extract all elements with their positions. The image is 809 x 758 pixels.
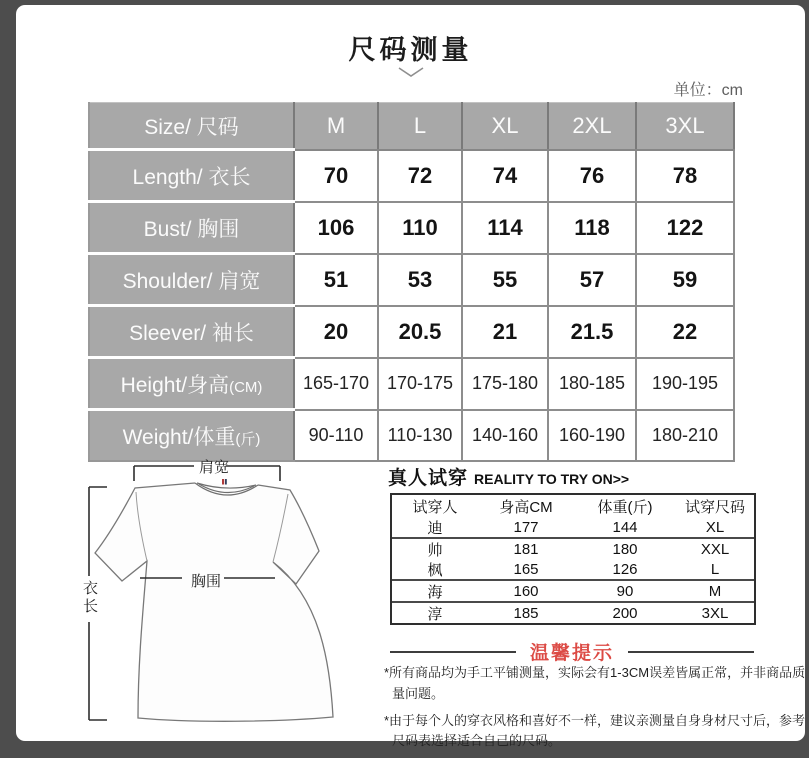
tryon-row: 枫 165 126 L [392,559,754,581]
cell: 57 [548,254,636,306]
size-col-2xl: 2XL [548,103,636,150]
warm-tips-heading [390,638,754,665]
warm-tips-title: 温馨提示 [530,643,615,664]
sleeve-row [89,306,734,358]
length-label: 衣长 [81,580,98,616]
cell: 190-195 [636,358,734,410]
col-person: 试穿人 [412,498,458,516]
size-col-xl: XL [462,103,548,150]
length-row [89,150,734,202]
cell: 55 [462,254,548,306]
tips-notes [384,663,809,758]
tryon-row: 迪 177 144 XL [392,517,754,539]
tshirt-diagram [68,450,368,735]
row-label-size: Size/ 尺码 [89,103,294,150]
cell: 20 [294,306,378,358]
col-height: 身高CM [499,498,553,516]
cell: 22 [636,306,734,358]
bust-row [89,202,734,254]
tryon-row: 淳 185 200 3XL [427,605,729,623]
cell: 180-210 [636,410,734,462]
tryon-title-cn: 真人试穿 [388,468,469,489]
collar-tag [222,479,224,485]
size-guide-panel [16,5,806,749]
cell: 70 [294,150,378,202]
shoulder-row [89,254,734,306]
divider-line [628,651,754,653]
cell: 21.5 [548,306,636,358]
cell: 180-185 [548,358,636,410]
page-title: 尺码测量 [348,35,473,65]
tryon-table [390,493,756,625]
col-weight: 体重(斤) [597,498,653,516]
cell: 122 [636,202,734,254]
cell: 90-110 [294,410,378,462]
shoulder-width-label: 肩宽 [198,459,229,476]
cell: 59 [636,254,734,306]
cell: 78 [636,150,734,202]
size-col-m: M [294,103,378,150]
cell: 175-180 [462,358,548,410]
cell: 110-130 [378,410,462,462]
cell: 21 [462,306,548,358]
note-1: *所有商品均为手工平铺测量，实际会有1-3CM误差皆属正常，并非商品质量问题。 [384,665,806,701]
tshirt-outline [95,483,333,721]
row-label-length: Length/ 衣长 [89,150,294,202]
row-label-height: Height/身高(CM) [89,358,294,410]
size-col-l: L [378,103,462,150]
tryon-header-row [392,495,754,517]
chevron-down-icon [397,66,425,78]
cell: 170-175 [378,358,462,410]
cell: 76 [548,150,636,202]
cell: 20.5 [378,306,462,358]
tryon-title-en: REALITY TO TRY ON>> [474,471,630,487]
size-col-3xl: 3XL [636,103,734,150]
row-label-bust: Bust/ 胸围 [89,202,294,254]
cell: 106 [294,202,378,254]
unit-note: 单位：cm [673,82,743,99]
cell: 118 [548,202,636,254]
row-label-weight: Weight/体重(斤) [89,410,294,462]
cell: 51 [294,254,378,306]
cell: 72 [378,150,462,202]
cell: 53 [378,254,462,306]
divider-line [390,651,516,653]
cell: 165-170 [294,358,378,410]
cell: 74 [462,150,548,202]
tryon-row: 帅 181 180 XXL [427,541,730,559]
tryon-row: 海 160 90 M [392,581,754,603]
col-size: 试穿尺码 [684,498,745,516]
bust-label: 胸围 [190,573,221,590]
cell: 110 [378,202,462,254]
note-2: *由于每个人的穿衣风格和喜好不一样，建议亲测量自身身材尺寸后，参考尺码表选择适合自己的尺码。 [384,712,806,749]
tryon-title [388,463,629,490]
row-label-shoulder: Shoulder/ 肩宽 [89,254,294,306]
size-chart-table [88,102,735,462]
cell: 114 [462,202,548,254]
height-row [89,358,734,410]
row-label-sleeve: Sleever/ 袖长 [89,306,294,358]
size-header-row [89,103,734,150]
cell: 140-160 [462,410,548,462]
cell: 160-190 [548,410,636,462]
